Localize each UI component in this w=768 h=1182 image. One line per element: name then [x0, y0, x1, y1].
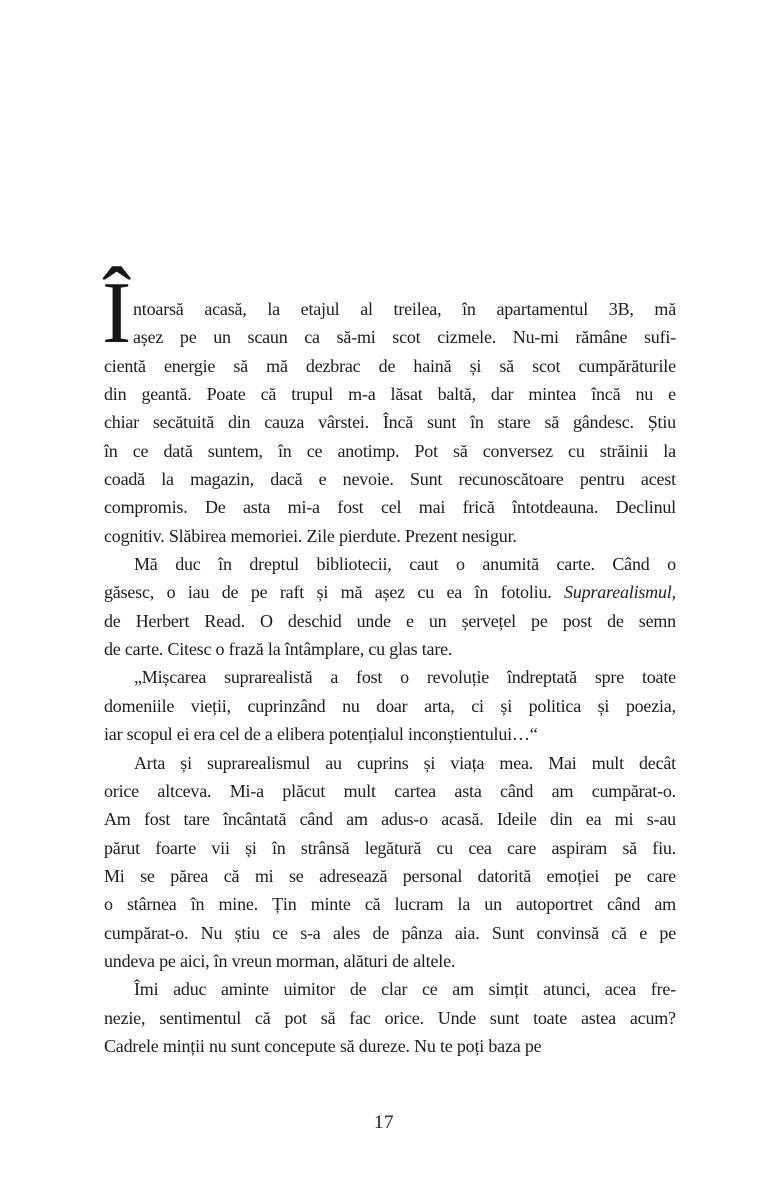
text-line: undeva pe aici, în vreun morman, alături de altele. [104, 950, 456, 971]
text-line: iar scopul ei era cel de a elibera potențialul inconștientului…“ [104, 724, 538, 745]
text-line: ntoarsă acasă, la etajul al treilea, în apartamentul 3B, mă [133, 299, 676, 319]
text-line: nezie, sentimentul că pot să fac orice. Unde sunt toate astea acum? [104, 1007, 676, 1028]
text-line: Arta și suprarealismul au cuprins și viața mea. Mai mult decât [134, 752, 676, 773]
text-line: cognitiv. Slăbirea memoriei. Zile pierdute. Prezent nesigur. [104, 525, 517, 546]
text-line: compromis. De asta mi-a fost cel mai frică întotdeauna. Declinul [104, 497, 676, 518]
text-line: părut foarte vii și în strânsă legătură cu cea care aspiram să fiu. [104, 837, 676, 858]
page-number: 17 [374, 1112, 394, 1133]
drop-cap: Î [102, 265, 132, 362]
text-line: coadă la magazin, dacă e nevoie. Sunt recunoscătoare pentru acest [104, 469, 676, 490]
text-line: cientă energie să mă dezbrac de haină și să scot cumpărăturile [104, 355, 676, 376]
text-line: orice altceva. Mi-a plăcut mult cartea asta când am cumpărat-o. [104, 780, 676, 801]
text-line: în ce dată suntem, în ce anotimp. Pot să conversez cu străinii la [104, 440, 676, 461]
text-line: găsesc, o iau de pe raft și mă așez cu ea în fotoliu. Suprarealismul, [104, 582, 676, 603]
text-line: Cadrele minții nu sunt concepute să dureze. Nu te poți baza pe [104, 1035, 542, 1056]
text-line: de Herbert Read. O deschid unde e un șervețel pe post de semn [104, 610, 676, 631]
page-text [102, 265, 676, 1060]
text-line: chiar secătuită din cauza vârstei. Încă sunt în stare să gândesc. Știu [104, 412, 676, 433]
paragraphs [104, 295, 676, 1060]
text-line: așez pe un scaun ca să-mi scot cizmele. Nu-mi rămâne sufi- [133, 327, 676, 348]
text-line: domeniile vieții, cuprinzând nu doar arta, ci și politica și poezia, [104, 695, 676, 716]
text-line: Mă duc în dreptul bibliotecii, caut o anumită carte. Când o [134, 554, 676, 575]
text-line: Îmi aduc aminte uimitor de clar ce am simțit atunci, acea fre- [134, 979, 676, 1000]
text-line: de carte. Citesc o frază la întâmplare, cu glas tare. [104, 639, 453, 660]
text-line: Am fost tare încântată când am adus-o acasă. Ideile din ea mi s-au [104, 809, 676, 830]
text-line: „Mișcarea suprarealistă a fost o revoluție îndreptată spre toate [134, 667, 676, 688]
text-line: din geantă. Poate că trupul m-a lăsat baltă, dar mintea încă nu e [104, 384, 676, 405]
text-line: o stârnea în mine. Țin minte că lucram la un autoportret când am [104, 894, 676, 915]
text-line: Mi se părea că mi se adresează personal datorită emoției pe care [104, 865, 676, 886]
text-line: cumpărat-o. Nu știu ce s-a ales de pânza aia. Sunt convinsă că e pe [104, 922, 676, 943]
